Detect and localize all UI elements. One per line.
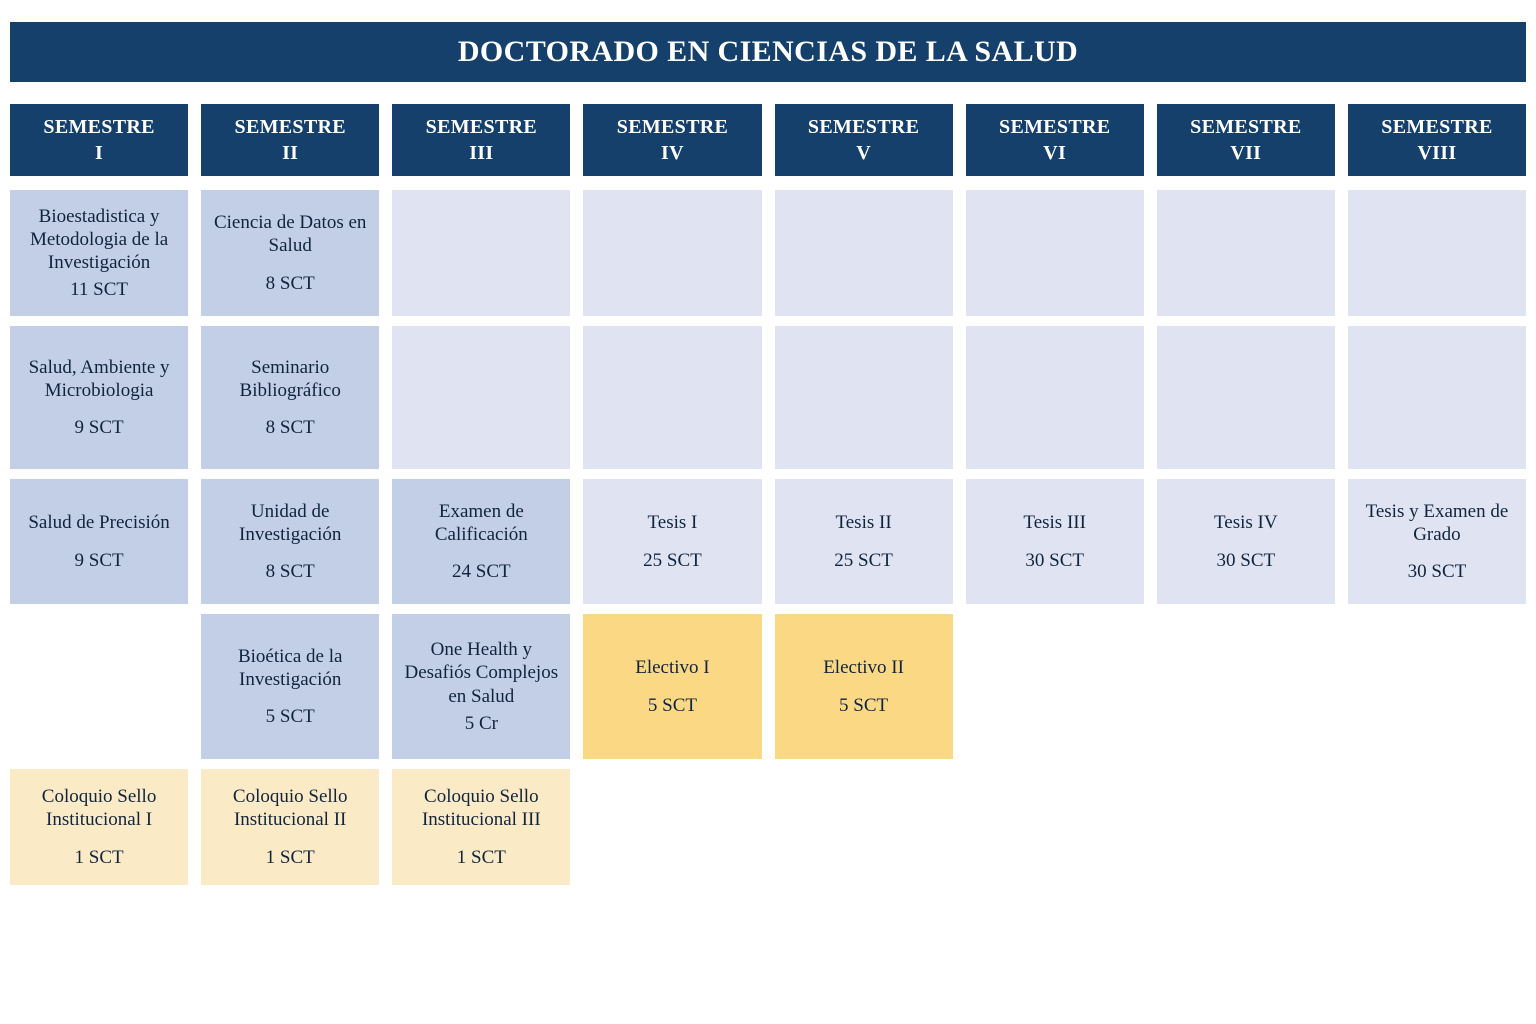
empty-slot: [1348, 190, 1526, 316]
course-card[interactable]: [201, 326, 379, 469]
layout-spacer: [1348, 769, 1526, 885]
semester-column-iii: [392, 104, 570, 895]
course-name: Coloquio Sello Institucional I: [41, 786, 157, 831]
course-card[interactable]: [10, 479, 188, 604]
semester-header-number: II: [282, 142, 299, 164]
course-card[interactable]: [201, 479, 379, 604]
course-name: Salud de Precisión: [28, 512, 170, 534]
course-card[interactable]: [201, 190, 379, 316]
layout-spacer: [1348, 614, 1526, 759]
layout-spacer: [966, 614, 1144, 759]
page-title: [10, 22, 1526, 82]
semester-header-ii: [201, 104, 379, 176]
semester-header-label: SEMESTRE: [807, 116, 920, 138]
semester-header-number: III: [469, 142, 494, 164]
empty-slot: [392, 326, 570, 469]
semester-header-iv: [583, 104, 761, 176]
course-credits: 25 SCT: [834, 549, 893, 571]
semester-column-v: [775, 104, 953, 895]
course-name: Electivo II: [823, 657, 904, 679]
empty-slot: [775, 326, 953, 469]
course-credits: 9 SCT: [74, 417, 124, 439]
course-credits: 25 SCT: [643, 549, 702, 571]
semester-header-label: SEMESTRE: [234, 116, 346, 138]
layout-spacer: [583, 769, 761, 885]
empty-slot: [1157, 326, 1335, 469]
course-card[interactable]: [1348, 479, 1526, 604]
layout-spacer: [1157, 614, 1335, 759]
course-name: Examen de Calificación: [434, 500, 528, 545]
course-name: Coloquio Sello Institucional III: [421, 786, 541, 831]
semester-header-label: SEMESTRE: [1381, 116, 1493, 138]
course-credits: 8 SCT: [265, 417, 315, 439]
course-credits: 8 SCT: [265, 272, 315, 294]
semester-header-iii: [392, 104, 570, 176]
course-credits: 5 Cr: [464, 712, 498, 734]
empty-slot: [583, 326, 761, 469]
course-credits: 30 SCT: [1407, 561, 1467, 583]
course-name: Coloquio Sello Institucional II: [232, 786, 348, 831]
semester-header-v: [775, 104, 953, 176]
empty-slot: [392, 190, 570, 316]
semester-header-number: VI: [1043, 142, 1067, 164]
empty-slot: [583, 190, 761, 316]
course-name: Electivo I: [635, 657, 710, 679]
semester-header-number: V: [856, 142, 871, 164]
course-name: Unidad de Investigación: [239, 500, 342, 545]
course-credits: 30 SCT: [1216, 549, 1276, 571]
course-card[interactable]: [10, 326, 188, 469]
course-credits: 9 SCT: [74, 549, 124, 571]
semester-header-vi: [966, 104, 1144, 176]
semester-column-vi: [966, 104, 1144, 895]
course-credits: 30 SCT: [1025, 549, 1084, 571]
empty-slot: [1157, 190, 1335, 316]
course-credits: 8 SCT: [265, 561, 315, 583]
course-name: Seminario Bibliográfico: [239, 356, 341, 401]
empty-slot: [966, 190, 1144, 316]
course-credits: 24 SCT: [452, 561, 511, 583]
empty-slot: [775, 190, 953, 316]
course-name: Tesis III: [1023, 512, 1086, 534]
semester-header-number: IV: [661, 142, 684, 164]
course-name: Bioética de la Investigación: [237, 645, 343, 690]
course-card[interactable]: [775, 614, 953, 759]
layout-spacer: [775, 769, 953, 885]
course-card[interactable]: [392, 769, 570, 885]
course-name: Tesis I: [647, 512, 698, 534]
course-card[interactable]: [10, 769, 188, 885]
course-credits: 5 SCT: [647, 694, 697, 716]
layout-spacer: [966, 769, 1144, 885]
course-card[interactable]: [1157, 479, 1335, 604]
layout-spacer: [1157, 769, 1335, 885]
semester-column-viii: [1348, 104, 1526, 895]
course-card[interactable]: [966, 479, 1144, 604]
course-card[interactable]: [392, 479, 570, 604]
course-name: Tesis IV: [1214, 512, 1278, 534]
semester-header-number: I: [95, 142, 104, 164]
semester-header-i: [10, 104, 188, 176]
semester-header-label: SEMESTRE: [999, 116, 1111, 138]
semester-header-number: VIII: [1417, 142, 1457, 164]
page-title-text: DOCTORADO EN CIENCIAS DE LA SALUD: [457, 35, 1079, 68]
course-name: Tesis y Examen de Grado: [1365, 500, 1509, 545]
course-credits: 1 SCT: [265, 846, 315, 868]
semester-header-label: SEMESTRE: [616, 116, 729, 138]
course-card[interactable]: [583, 479, 761, 604]
layout-spacer: [10, 614, 188, 759]
course-credits: 5 SCT: [839, 694, 889, 716]
course-name: Tesis II: [835, 512, 892, 534]
course-card[interactable]: [10, 190, 188, 316]
course-card[interactable]: [775, 479, 953, 604]
semester-header-label: SEMESTRE: [1190, 116, 1302, 138]
course-card[interactable]: [201, 614, 379, 759]
course-credits: 1 SCT: [74, 846, 124, 868]
empty-slot: [1348, 326, 1526, 469]
course-credits: 5 SCT: [265, 706, 315, 728]
semester-header-viii: [1348, 104, 1526, 176]
semester-header-vii: [1157, 104, 1335, 176]
course-card[interactable]: [583, 614, 761, 759]
semester-header-number: VII: [1230, 142, 1262, 164]
course-name: Ciencia de Datos en Salud: [213, 212, 367, 257]
semester-column-i: [10, 104, 188, 895]
course-card[interactable]: [201, 769, 379, 885]
semester-grid: [10, 104, 1526, 895]
course-card[interactable]: [392, 614, 570, 759]
course-name: Salud, Ambiente y Microbiologia: [28, 356, 170, 401]
course-name: Bioestadistica y Metodologia de la Investigación: [29, 205, 169, 273]
course-name: One Health y Desafiós Complejos en Salud: [404, 639, 559, 707]
empty-slot: [966, 326, 1144, 469]
semester-header-label: SEMESTRE: [425, 116, 537, 138]
course-credits: 1 SCT: [456, 846, 506, 868]
semester-header-label: SEMESTRE: [43, 116, 155, 138]
semester-column-vii: [1157, 104, 1335, 895]
course-credits: 11 SCT: [70, 279, 128, 301]
semester-column-ii: [201, 104, 379, 895]
semester-column-iv: [583, 104, 761, 895]
